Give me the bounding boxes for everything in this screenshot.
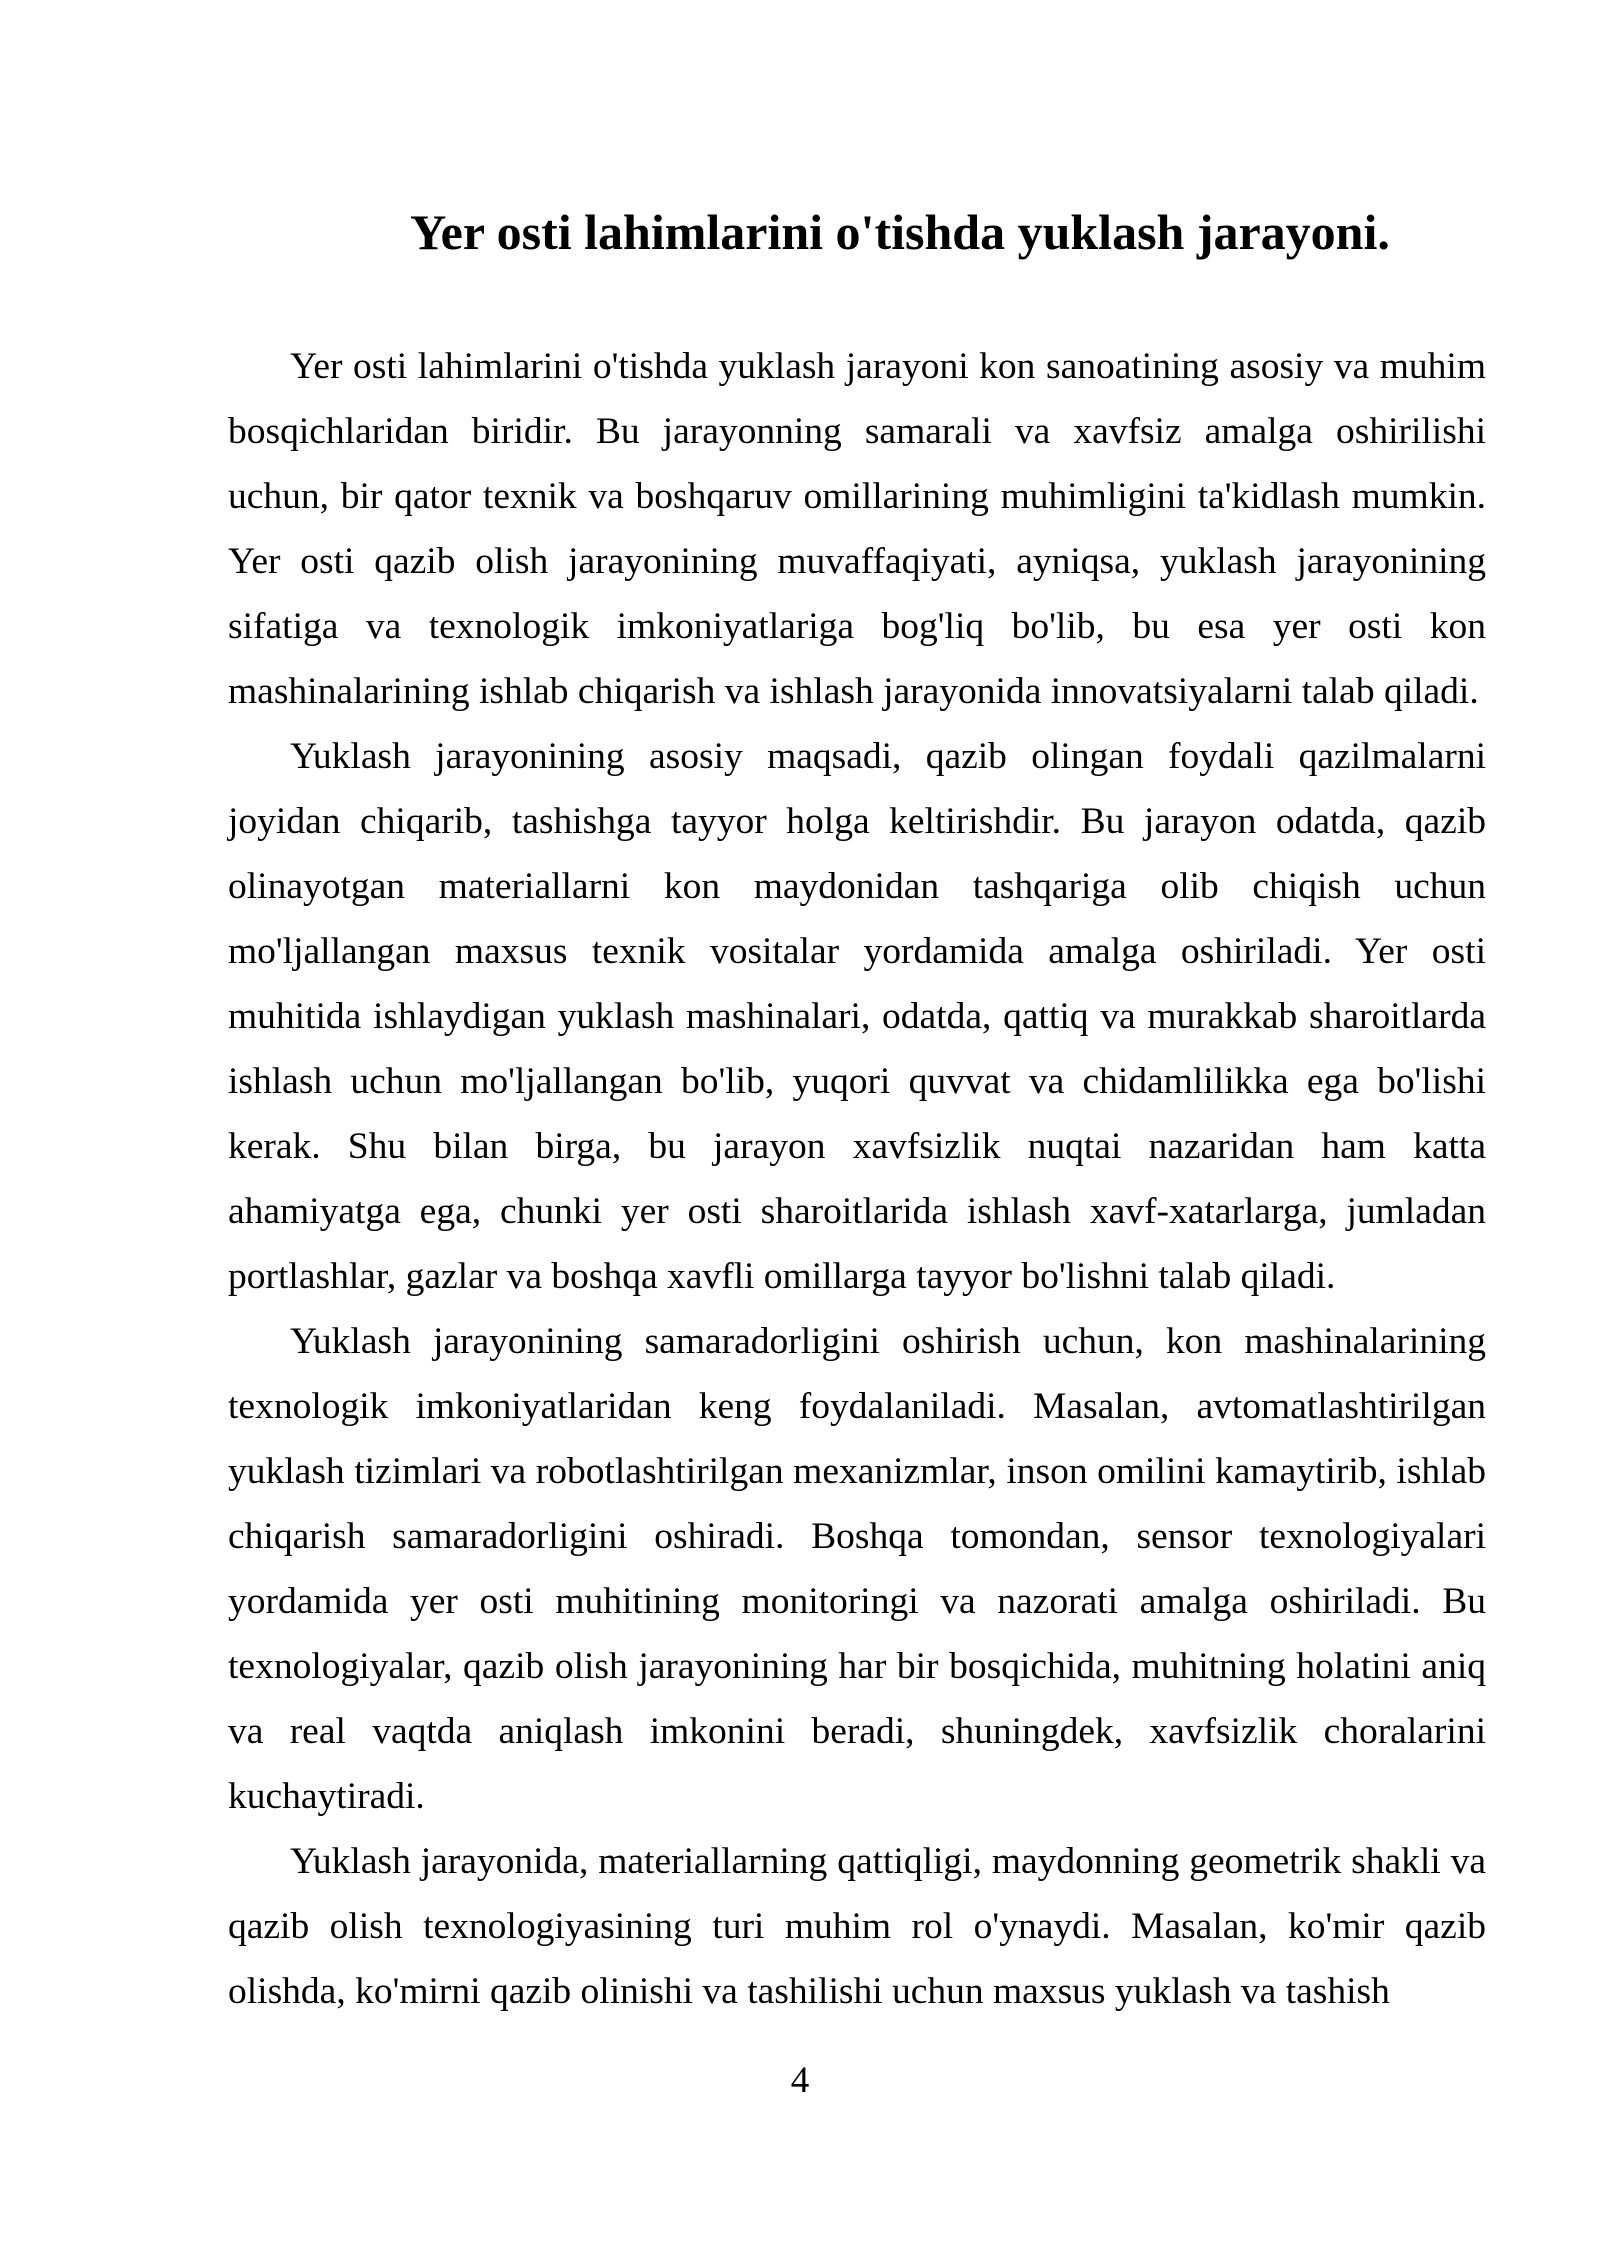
document-title: Yer osti lahimlarini o'tishda yuklash jarayoni. bbox=[410, 204, 1390, 260]
paragraph: Yuklash jarayonida, materiallarning qattiqligi, maydonning geometrik shakli va qazib olish texnologiyasining turi muhim rol o'ynaydi. Masalan, ko'mir qazib olishda, ko'mirni qazib olinishi va tashilishi uchun maxsus yuklash va tashish bbox=[228, 1841, 1486, 2012]
document-body bbox=[228, 334, 1486, 2024]
paragraph: Yuklash jarayonining asosiy maqsadi, qazib olingan foydali qazilmalarni joyidan chiqarib, tashishga tayyor holga keltirishdir. Bu jarayon odatda, qazib olinayotgan materiallarni kon maydonidan tashqariga olib chiqish uchun mo'ljallangan maxsus texnik vositalar yordamida amalga oshiriladi. Yer osti muhitida ishlaydigan yuklash mashinalari, odatda, qattiq va murakkab sharoitlarda ishlash uchun mo'ljallangan bo'lib, yuqori quvvat va chidamlilikka ega bo'lishi kerak. Shu bilan birga, bu jarayon xavfsizlik nuqtai nazaridan ham katta ahamiyatga ega, chunki yer osti sharoitlarida ishlash xavf-xatarlarga, jumladan portlashlar, gazlar va boshqa xavfli omillarga tayyor bo'lishni talab qiladi. bbox=[228, 736, 1486, 1297]
paragraph: Yer osti lahimlarini o'tishda yuklash jarayoni kon sanoatining asosiy va muhim bosqichlaridan biridir. Bu jarayonning samarali va xavfsiz amalga oshirilishi uchun, bir qator texnik va boshqaruv omillarining muhimligini ta'kidlash mumkin. Yer osti qazib olish jarayonining muvaffaqiyati, ayniqsa, yuklash jarayonining sifatiga va texnologik imkoniyatlariga bog'liq bo'lib, bu esa yer osti kon mashinalarining ishlab chiqarish va ishlash jarayonida innovatsiyalarni talab qiladi. bbox=[228, 346, 1486, 712]
paragraph: Yuklash jarayonining samaradorligini oshirish uchun, kon mashinalarining texnologik imkoniyatlaridan keng foydalaniladi. Masalan, avtomatlashtirilgan yuklash tizimlari va robotlashtirilgan mexanizmlar, inson omilini kamaytirib, ishlab chiqarish samaradorligini oshiradi. Boshqa tomondan, sensor texnologiyalari yordamida yer osti muhitining monitoringi va nazorati amalga oshiriladi. Bu texnologiyalar, qazib olish jarayonining har bir bosqichida, muhitning holatini aniq va real vaqtda aniqlash imkonini beradi, shuningdek, xavfsizlik choralarini kuchaytiradi. bbox=[228, 1321, 1486, 1817]
page-number: 4 bbox=[790, 2060, 810, 2101]
